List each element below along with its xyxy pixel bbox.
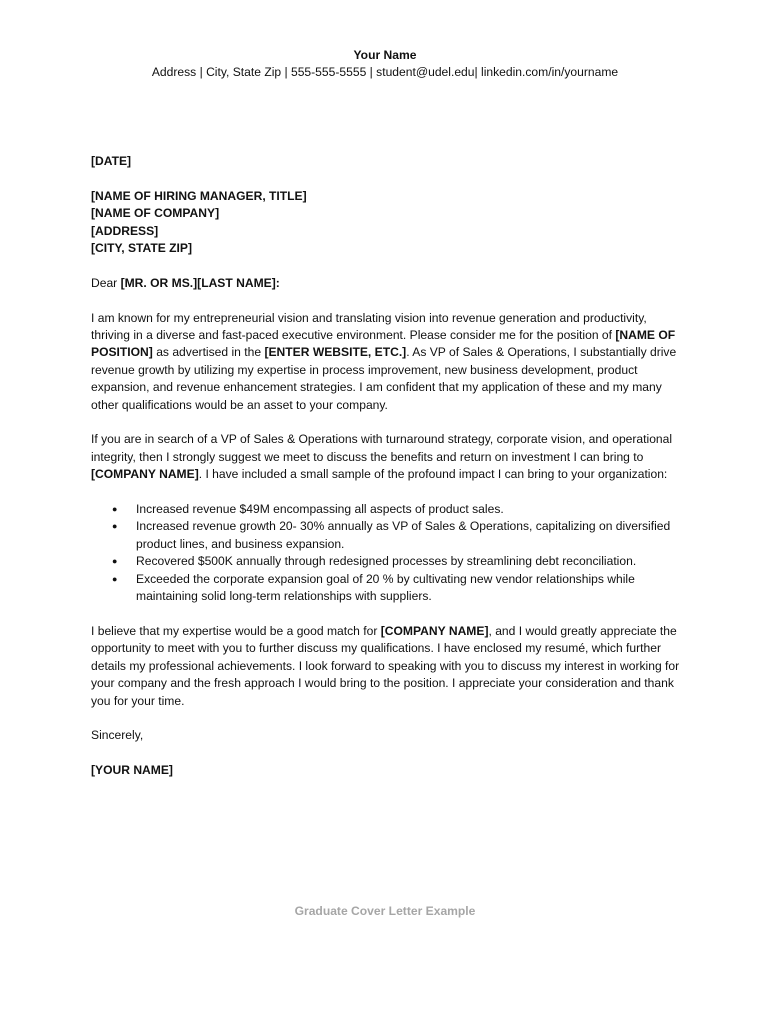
date-placeholder: [DATE] [91,154,132,168]
para2-text-b: . I have included a small sample of the profound impact I can bring to your organization: [198,467,668,482]
paragraph-value [91,431,683,483]
achievements-list [91,501,683,605]
recipient-address: [ADDRESS] [91,223,159,238]
company-placeholder: [COMPANY NAME] [380,623,489,638]
para3-text-b: , and I would greatly appreciate the opportunity to meet with you to further discuss my qualifications. I have enclosed my resumé, which further details my professional achievements. I look forward to speaking with you to discuss my interest in working for your company and the fresh approach I would bring to the position. I appreciate your consideration and thank you for your time. [91,623,680,708]
para1-text-b: as advertised in the [152,345,265,360]
recipient-company: [NAME OF COMPANY] [91,206,220,221]
header-contact-line: Address | City, State Zip | 555-555-5555 | student@udel.edu| linkedin.com/in/yourname [151,65,619,79]
closing: Sincerely, [91,728,144,743]
salutation [91,275,683,292]
header-name: Your Name [353,48,417,62]
paragraph-intro [91,310,683,414]
salutation-prefix: Dear [91,275,121,290]
list-item: ● Increased revenue $49M encompassing all aspects of product sales. [136,501,683,518]
recipient-block [91,188,683,258]
signature-placeholder: [YOUR NAME] [91,763,173,778]
recipient-city: [CITY, STATE ZIP] [91,241,193,256]
position-placeholder: [NAME OF POSITION] [91,328,676,360]
para2-text-a: If you are in search of a VP of Sales & Operations with turnaround strategy, corporate vision, and operational integrity, then I strongly suggest we meet to discuss the benefits and return on investment I can bring to [91,432,673,464]
para1-text-c: . As VP of Sales & Operations, I substantially drive revenue growth by utilizing my expertise in process improvement, new business development, product expansion, and revenue enhancement strategies. I am confident that my application of these and my many other qualifications would be an asset to your company. [91,345,677,412]
list-item: ● Recovered $500K annually through redesigned processes by streamlining debt reconciliation. [136,553,683,570]
list-item: ● Increased revenue growth 20- 30% annually as VP of Sales & Operations, capitalizing on diversified product lines, and business expansion. [136,518,683,553]
company-placeholder: [COMPANY NAME] [91,467,199,482]
paragraph-closing [91,623,683,710]
list-item: ● Exceeded the corporate expansion goal of 20 % by cultivating new vendor relationships while maintaining solid long-term relationships with suppliers. [136,571,683,606]
footer-caption: Graduate Cover Letter Example [294,904,476,918]
salutation-name: [MR. OR MS.][LAST NAME]: [120,275,280,290]
letter-body [91,153,683,797]
para3-text-a: I believe that my expertise would be a good match for [91,623,381,638]
recipient-manager: [NAME OF HIRING MANAGER, TITLE] [91,188,307,203]
para1-text-a: I am known for my entrepreneurial vision and translating vision into revenue generation and productivity, thriving in a diverse and fast-paced executive environment. Please consider me for the position of [91,310,647,343]
website-placeholder: [ENTER WEBSITE, ETC.] [264,345,407,360]
